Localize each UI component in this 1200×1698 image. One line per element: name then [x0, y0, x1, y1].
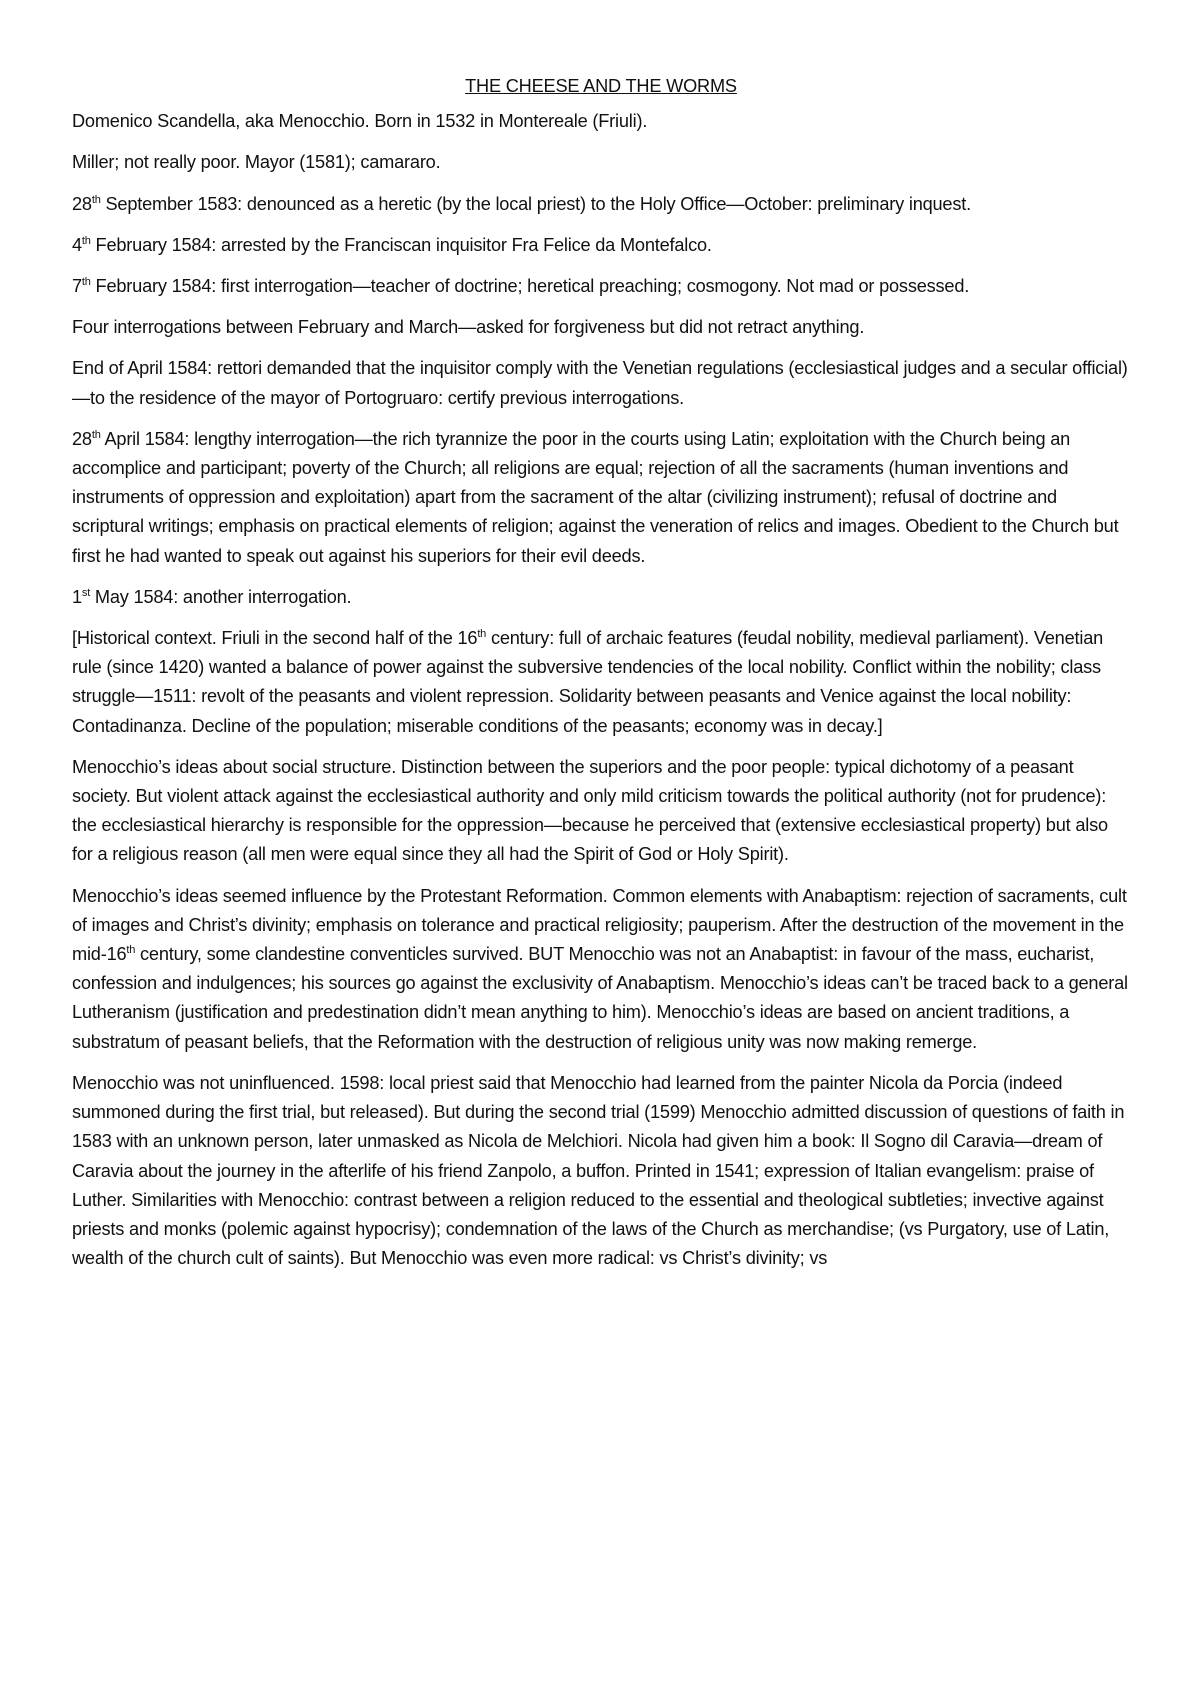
ordinal-suffix: th: [477, 627, 487, 640]
ordinal-suffix: th: [81, 275, 91, 288]
paragraph-text: [Historical context. Friuli in the second half of the 16: [72, 628, 478, 649]
ordinal-suffix: th: [81, 234, 91, 247]
paragraph-text: May 1584: another interrogation.: [90, 586, 352, 607]
paragraph-four-interrogations: Four interrogations between February and March—asked for forgiveness but did not retract anything.: [72, 317, 865, 338]
paragraph-text: February 1584: first interrogation—teacher of doctrine; heretical preaching; cosmogony. Not mad or possessed.: [90, 276, 970, 297]
paragraph-birth: Domenico Scandella, aka Menocchio. Born in 1532 in Montereale (Friuli).: [72, 111, 648, 132]
paragraph-text: April 1584: lengthy interrogation—the rich tyrannize the poor in the courts using Latin; exploitation with the Church being an accomplice and participant; poverty of the Church; all religions are equal; rejection of all the sacraments (human inventions and instruments of oppression and exploitation) apart from the sacrament of the altar (civilizing instrument); refusal of doctrine and scriptural writings; emphasis on practical elements of religion; against the veneration of relics and images. Obedient to the Church but first he had wanted to speak out against his superiors for their evil deeds.: [72, 428, 1119, 566]
paragraph-reformation: [72, 882, 1130, 1057]
paragraph-text: century, some clandestine conventicles survived. BUT Menocchio was not an Anabaptist: in favour of the mass, eucharist, confession and indulgences; his sources go against the exclusivity of Anabaptism. Menocchio’s ideas can’t be traced back to a general Lutheranism (justification and predestination didn’t mean anything to him). Menocchio’s ideas are based on ancient traditions, a substratum of peasant beliefs, that the Reformation with the destruction of religious unity was now making remerge.: [72, 944, 1128, 1052]
paragraph-first-interrogation: [72, 272, 1130, 301]
paragraph-text: February 1584: arrested by the Franciscan inquisitor Fra Felice da Montefalco.: [90, 234, 712, 255]
paragraph-lengthy-interrogation: [72, 425, 1130, 571]
paragraph-text: century: full of archaic features (feudal nobility, medieval parliament). Venetian rule (since 1420) wanted a balance of power against the subversive tendencies of the local nobility. Conflict within the nobility; class struggle—1511: revolt of the peasants and violent repression. Solidarity between peasants and Venice against the local nobility: Contadinanza. Decline of the population; miserable conditions of the peasants; economy was in decay.]: [72, 628, 1104, 736]
ordinal-suffix: th: [126, 944, 136, 957]
date-number: 7: [72, 276, 82, 297]
paragraph-another-interrogation: [72, 583, 1130, 612]
paragraph-arrested: [72, 231, 1130, 260]
paragraph-influences: Menocchio was not uninfluenced. 1598: local priest said that Menocchio had learned from the painter Nicola da Porcia (indeed summoned during the first trial, but released). But during the second trial (1599) Menocchio admitted discussion of questions of faith in 1583 with an unknown person, later unmasked as Nicola de Melchiori. Nicola had given him a book: Il Sogno dil Caravia—dream of Caravia about the journey in the afterlife of his friend Zanpolo, a buffon. Printed in 1541; expression of Italian evangelism: praise of Luther. Similarities with Menocchio: contrast between a religion reduced to the essential and theological subtleties; invective against priests and monks (polemic against hypocrisy); condemnation of the laws of the Church as merchandise; (vs Purgatory, use of Latin, wealth of the church cult of saints). But Menocchio was even more radical: vs Christ’s divinity; vs: [72, 1072, 1125, 1269]
date-number: 28: [72, 193, 92, 214]
ordinal-suffix: th: [91, 193, 101, 206]
date-number: 28: [72, 428, 92, 449]
ordinal-suffix: th: [91, 428, 101, 441]
paragraph-social-structure: Menocchio’s ideas about social structure. Distinction between the superiors and the poor people: typical dichotomy of a peasant society. But violent attack against the ecclesiastical authority and only mild criticism towards the political authority (not for prudence): the ecclesiastical hierarchy is responsible for the oppression—because he perceived that (extensive ecclesiastical property) but also for a religious reason (all men were equal since they all had the Spirit of God or Holy Spirit).: [72, 756, 1108, 865]
paragraph-rettori: End of April 1584: rettori demanded that the inquisitor comply with the Venetian regulations (ecclesiastical judges and a secular official)—to the residence of the mayor of Portogruaro: certify previous interrogations.: [72, 358, 1128, 408]
paragraph-text: Menocchio’s ideas seemed influence by the Protestant Reformation. Common elements with Anabaptism: rejection of sacraments, cult of images and Christ’s divinity; emphasis on tolerance and practical religiosity; pauperism. After the destruction of the movement in the mid-16: [72, 885, 1127, 965]
paragraph-historical-context: [72, 624, 1130, 741]
document-title: THE CHEESE AND THE WORMS: [465, 76, 737, 96]
paragraph-text: September 1583: denounced as a heretic (by the local priest) to the Holy Office—October: preliminary inquest.: [100, 193, 971, 214]
paragraph-denounced: [72, 190, 1130, 219]
date-number: 4: [72, 234, 82, 255]
date-number: 1: [72, 586, 82, 607]
ordinal-suffix: st: [81, 586, 91, 599]
paragraph-occupation: Miller; not really poor. Mayor (1581); camararo.: [72, 152, 441, 173]
